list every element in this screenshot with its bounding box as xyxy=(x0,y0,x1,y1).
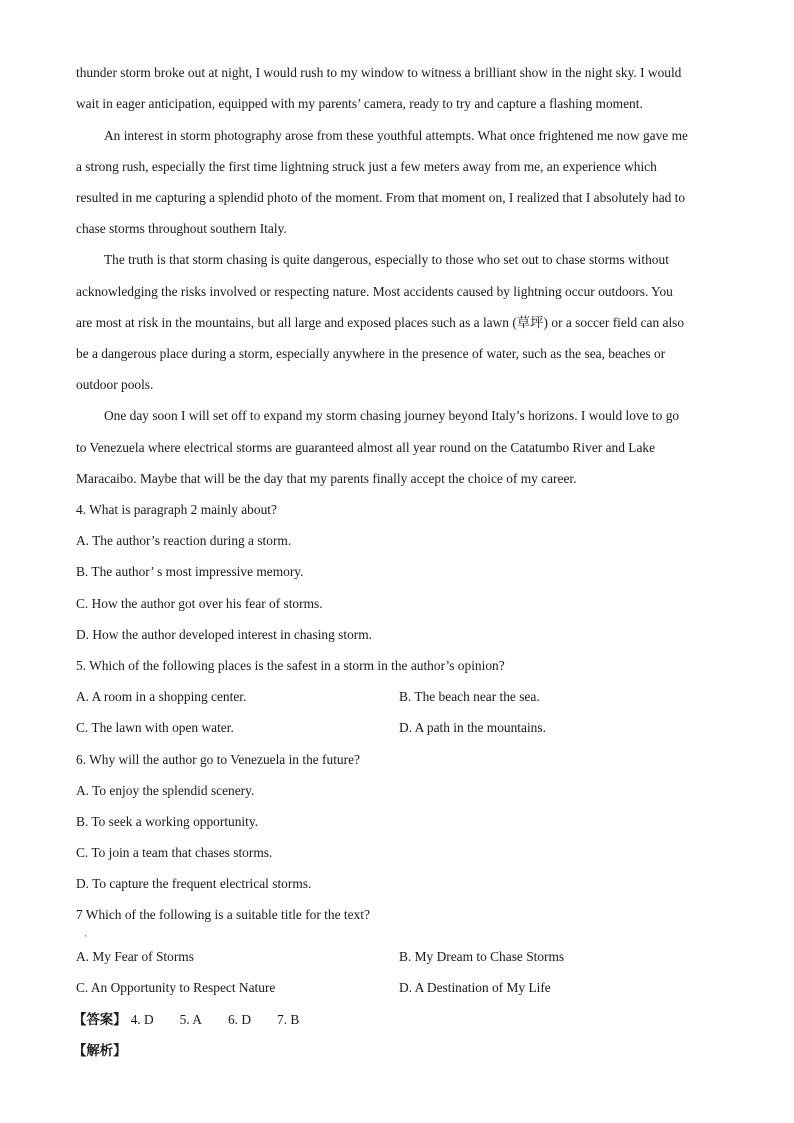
passage-p3-line-4: be a dangerous place during a storm, especially anywhere in the presence of water, such as the sea, beaches or xyxy=(76,346,666,361)
passage-p1-line-2: wait in eager anticipation, equipped with my parents’ camera, ready to try and capture a flashing moment. xyxy=(76,96,643,111)
passage-p2-line-4: chase storms throughout southern Italy. xyxy=(76,221,287,236)
passage-p2-line-3: resulted in me capturing a splendid photo of the moment. From that moment on, I realized that I absolutely had to xyxy=(76,190,686,205)
question-7-stem: 7 Which of the following is a suitable title for the text? xyxy=(76,907,370,922)
question-4-stem: 4. What is paragraph 2 mainly about? xyxy=(76,502,277,517)
analysis-label: 【解析】 xyxy=(73,1044,127,1059)
answer-item-7: 7. B xyxy=(277,1012,300,1027)
question-7-option-d: D. A Destination of My Life xyxy=(399,980,551,995)
answer-item-6: 6. D xyxy=(227,1012,252,1027)
question-7-option-b: B. My Dream to Chase Storms xyxy=(399,949,565,964)
question-6-option-b: B. To seek a working opportunity. xyxy=(76,814,259,829)
question-4-option-c: C. How the author got over his fear of storms. xyxy=(76,596,323,611)
question-5-option-b: B. The beach near the sea. xyxy=(399,689,540,704)
question-7-option-c: C. An Opportunity to Respect Nature xyxy=(76,980,276,995)
passage-p3-line-3: are most at risk in the mountains, but all large and exposed places such as a lawn (草坪) or a soccer field can also xyxy=(76,315,685,330)
question-6-stem: 6. Why will the author go to Venezuela in the future? xyxy=(76,752,360,767)
question-4-option-d: D. How the author developed interest in chasing storm. xyxy=(76,627,373,642)
passage-p4-line-3: Maracaibo. Maybe that will be the day that my parents finally accept the choice of my career. xyxy=(76,471,577,486)
question-7-mark: 、 xyxy=(84,928,94,938)
passage-p4-line-2: to Venezuela where electrical storms are guaranteed almost all year round on the Catatumbo River and Lake xyxy=(76,440,656,455)
question-5-option-d: D. A path in the mountains. xyxy=(399,720,546,735)
analysis-line xyxy=(73,1043,127,1060)
question-5-option-a: A. A room in a shopping center. xyxy=(76,689,247,704)
question-5-stem: 5. Which of the following places is the safest in a storm in the author’s opinion? xyxy=(76,658,505,673)
question-4-option-b: B. The author’ s most impressive memory. xyxy=(76,564,304,579)
passage-p2-line-1: An interest in storm photography arose from these youthful attempts. What once frightened me now gave me xyxy=(104,128,688,143)
answer-line xyxy=(73,1012,299,1029)
passage-p1-line-1: thunder storm broke out at night, I would rush to my window to witness a brilliant show in the night sky. I would xyxy=(76,65,682,80)
question-6-option-c: C. To join a team that chases storms. xyxy=(76,845,273,860)
passage-p2-line-2: a strong rush, especially the first time lightning struck just a few meters away from me, an experience which xyxy=(76,159,657,174)
answer-item-4: 4. D xyxy=(130,1012,154,1027)
passage-p3-line-5: outdoor pools. xyxy=(76,377,154,392)
question-6-option-d: D. To capture the frequent electrical storms. xyxy=(76,876,312,891)
question-5-option-c: C. The lawn with open water. xyxy=(76,720,234,735)
question-4-option-a: A. The author’s reaction during a storm. xyxy=(76,533,292,548)
passage-p4-line-1: One day soon I will set off to expand my storm chasing journey beyond Italy’s horizons. I would love to go xyxy=(104,408,680,423)
passage-p3-line-1: The truth is that storm chasing is quite dangerous, especially to those who set out to chase storms without xyxy=(104,252,669,267)
passage-p3-line-2: acknowledging the risks involved or respecting nature. Most accidents caused by lightning occur outdoors. You xyxy=(76,284,673,299)
question-7-option-a: A. My Fear of Storms xyxy=(76,949,194,964)
answer-label: 【答案】 xyxy=(73,1013,127,1028)
answer-item-5: 5. A xyxy=(179,1012,202,1027)
question-6-option-a: A. To enjoy the splendid scenery. xyxy=(76,783,255,798)
